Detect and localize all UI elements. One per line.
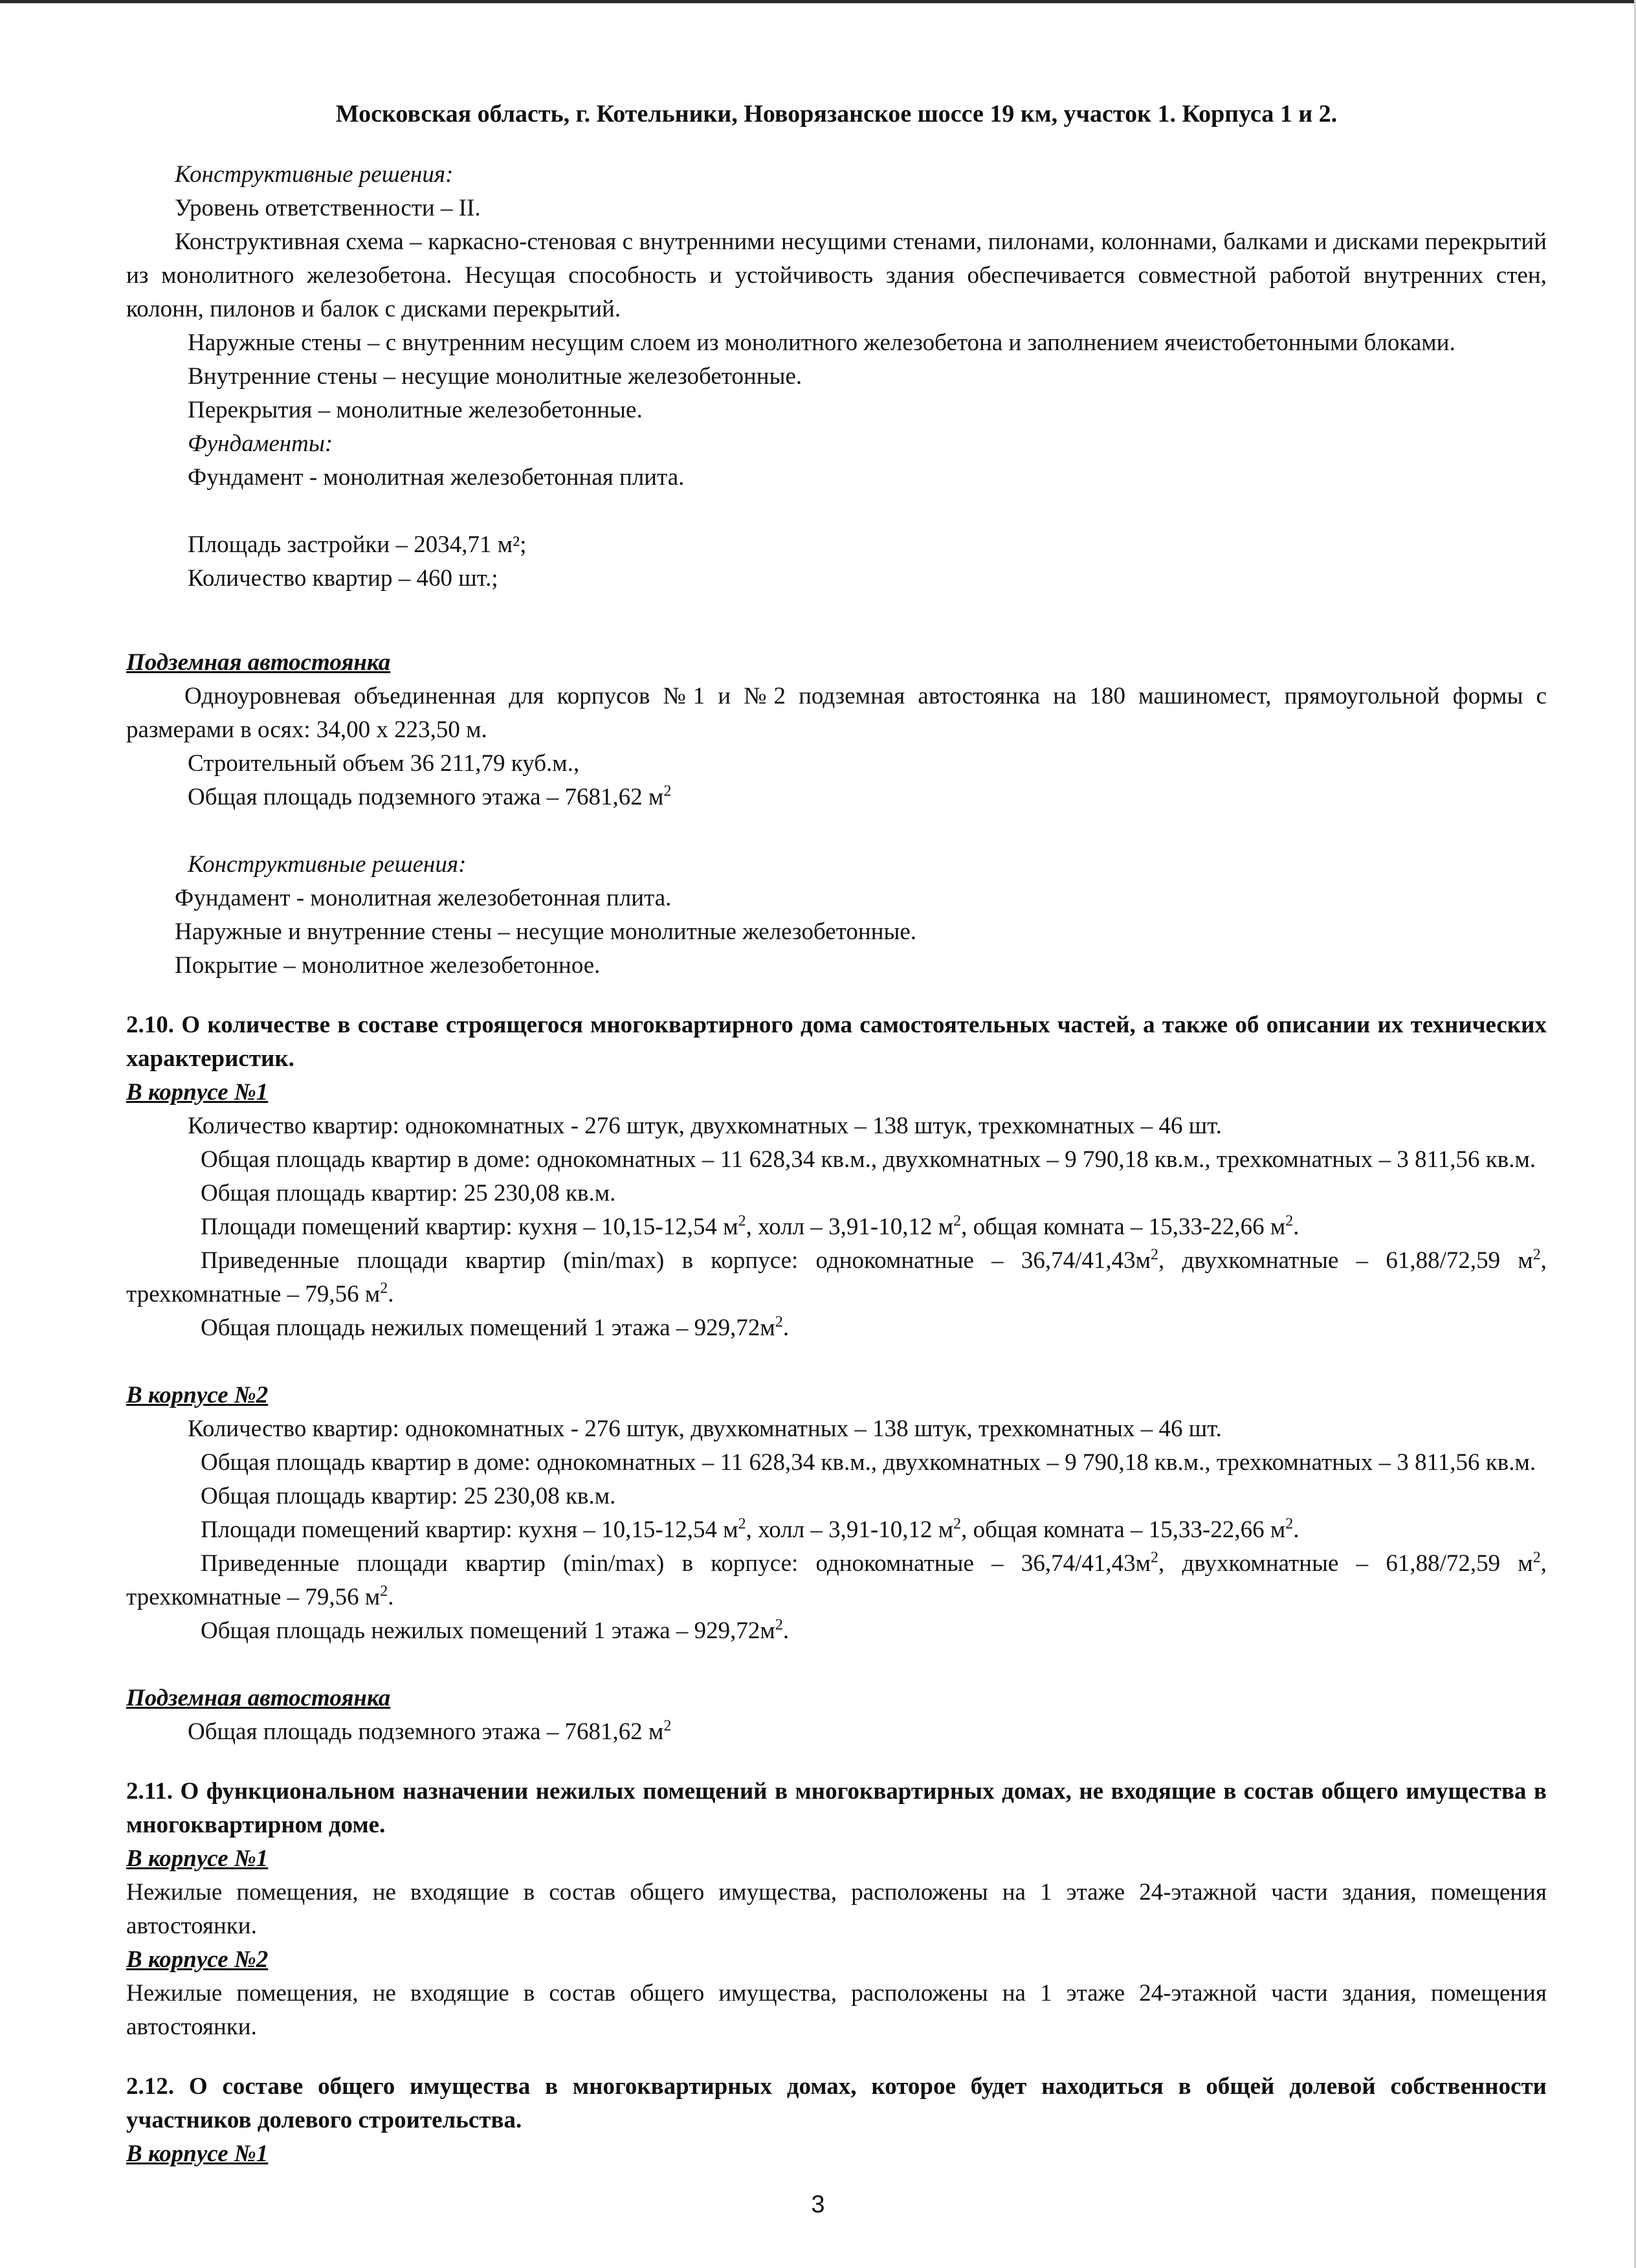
document-title: Московская область, г. Котельники, Новорязанское шоссе 19 км, участок 1. Корпуса 1 и 2. xyxy=(335,100,1338,128)
foundations-heading: Фундаменты: xyxy=(188,430,333,457)
parking-description: Одноуровневая объединенная для корпусов №1 и №2 подземная автостоянка на 180 машиномест, прямоугольной формы с размерами в осях: 34,00 х 223,50 м. xyxy=(126,683,1547,743)
page-number: 3 xyxy=(811,2191,825,2218)
b1-reduced-areas: Приведенные площади квартир (min/max) в корпусе: однокомнатные – $36,74/41,43м^2$, двухкомнатные – 61,88/72,59 $м^2$, трехкомнатные – 79,56 $м^2$. xyxy=(126,1246,1547,1307)
s212-building-1-label: В корпусе №1 xyxy=(126,2140,269,2167)
parking-walls: Наружные и внутренние стены – несущие монолитные железобетонные. xyxy=(175,918,917,945)
outer-walls: Наружные стены – с внутренним несущим слоем из монолитного железобетона и заполнением ячеистобетонными блоками. xyxy=(188,329,1455,356)
document-page xyxy=(126,97,1547,2171)
floors: Перекрытия – монолитные железобетонные. xyxy=(188,397,643,423)
parking-2-label: Подземная автостоянка xyxy=(126,1685,391,1711)
b2-nonresidential-area: Общая площадь нежилых помещений 1 этажа – $929,72м^2$. xyxy=(201,1616,790,1644)
scan-top-edge xyxy=(0,0,1636,3)
parking-design-heading: Конструктивные решения: xyxy=(188,851,467,878)
b1-room-areas: Площади помещений квартир: кухня – 10,15-12,54 $м^2$, холл – 3,91-10,12 $м^2$, общая комната – 15,33-22,66 $м^2$. xyxy=(201,1212,1299,1240)
parking-area: Общая площадь подземного этажа – 7681,62 $м^2$ xyxy=(188,783,672,810)
parking-roof: Покрытие – монолитное железобетонное. xyxy=(175,952,601,979)
b2-apartment-count: Количество квартир: однокомнатных - 276 штук, двухкомнатных – 138 штук, трехкомнатных – 46 шт. xyxy=(188,1416,1222,1442)
section-2-12-heading: 2.12. О составе общего имущества в многоквартирных домах, которое будет находиться в общей долевой собственности участников долевого строительства. xyxy=(126,2073,1547,2133)
parking-volume: Строительный объем 36 211,79 куб.м., xyxy=(188,750,580,777)
b2-total-area: Общая площадь квартир: 25 230,08 кв.м. xyxy=(201,1483,616,1509)
b1-apartment-count: Количество квартир: однокомнатных - 276 штук, двухкомнатных – 138 штук, трехкомнатных – 46 шт. xyxy=(188,1113,1222,1139)
inner-walls: Внутренние стены – несущие монолитные железобетонные. xyxy=(188,363,802,390)
design-heading: Конструктивные решения: xyxy=(175,161,454,188)
b2-reduced-areas: Приведенные площади квартир (min/max) в корпусе: однокомнатные – $36,74/41,43м^2$, двухкомнатные – 61,88/72,59 $м^2$, трехкомнатные – 79,56 $м^2$. xyxy=(126,1549,1547,1610)
section-2-10-heading: 2.10. О количестве в составе строящегося многоквартирного дома самостоятельных частей, а также об описании их технических характеристик. xyxy=(126,1012,1547,1072)
structural-scheme: Конструктивная схема – каркасно-стеновая с внутренними несущими стенами, пилонами, колоннами, балками и дисками перекрытий из монолитного железобетона. Несущая способность и устойчивость здания обеспечивается совместной работой внутренних стен, колонн, пилонов и балок с дисками перекрытий. xyxy=(126,228,1547,322)
responsibility-level: Уровень ответственности – II. xyxy=(175,195,481,221)
s211-building-1-text: Нежилые помещения, не входящие в состав общего имущества, расположены на 1 этаже 24-этажной части здания, помещения автостоянки. xyxy=(126,1879,1547,1939)
b2-room-areas: Площади помещений квартир: кухня – 10,15-12,54 $м^2$, холл – 3,91-10,12 $м^2$, общая комната – 15,33-22,66 $м^2$. xyxy=(201,1515,1299,1543)
b1-nonresidential-area: Общая площадь нежилых помещений 1 этажа – $929,72м^2$. xyxy=(201,1313,790,1341)
parking-2-area: Общая площадь подземного этажа – 7681,62 $м^2$ xyxy=(188,1717,672,1745)
b1-area-by-type: Общая площадь квартир в доме: однокомнатных – 11 628,34 кв.м., двухкомнатных – 9 790,18 кв.м., трехкомнатных – 3 811,56 кв.м. xyxy=(201,1146,1536,1173)
foundation: Фундамент - монолитная железобетонная плита. xyxy=(188,464,685,491)
apartment-count: Количество квартир – 460 шт.; xyxy=(188,565,498,592)
b2-area-by-type: Общая площадь квартир в доме: однокомнатных – 11 628,34 кв.м., двухкомнатных – 9 790,18 кв.м., трехкомнатных – 3 811,56 кв.м. xyxy=(201,1449,1536,1476)
s211-building-2-label: В корпусе №2 xyxy=(126,1946,269,1973)
section-2-11-heading: 2.11. О функциональном назначении нежилых помещений в многоквартирных домах, не входящие в состав общего имущества в многоквартирном доме. xyxy=(126,1778,1547,1838)
building-1-label: В корпусе №1 xyxy=(126,1079,269,1106)
building-2-label: В корпусе №2 xyxy=(126,1382,269,1408)
b1-total-area: Общая площадь квартир: 25 230,08 кв.м. xyxy=(201,1180,616,1206)
s211-building-2-text: Нежилые помещения, не входящие в состав общего имущества, расположены на 1 этаже 24-этажной части здания, помещения автостоянки. xyxy=(126,1980,1547,2040)
s211-building-1-label: В корпусе №1 xyxy=(126,1845,269,1872)
building-area: Площадь застройки – 2034,71 м²; xyxy=(188,531,527,558)
parking-foundation: Фундамент - монолитная железобетонная плита. xyxy=(175,885,672,911)
parking-heading: Подземная автостоянка xyxy=(126,649,391,676)
